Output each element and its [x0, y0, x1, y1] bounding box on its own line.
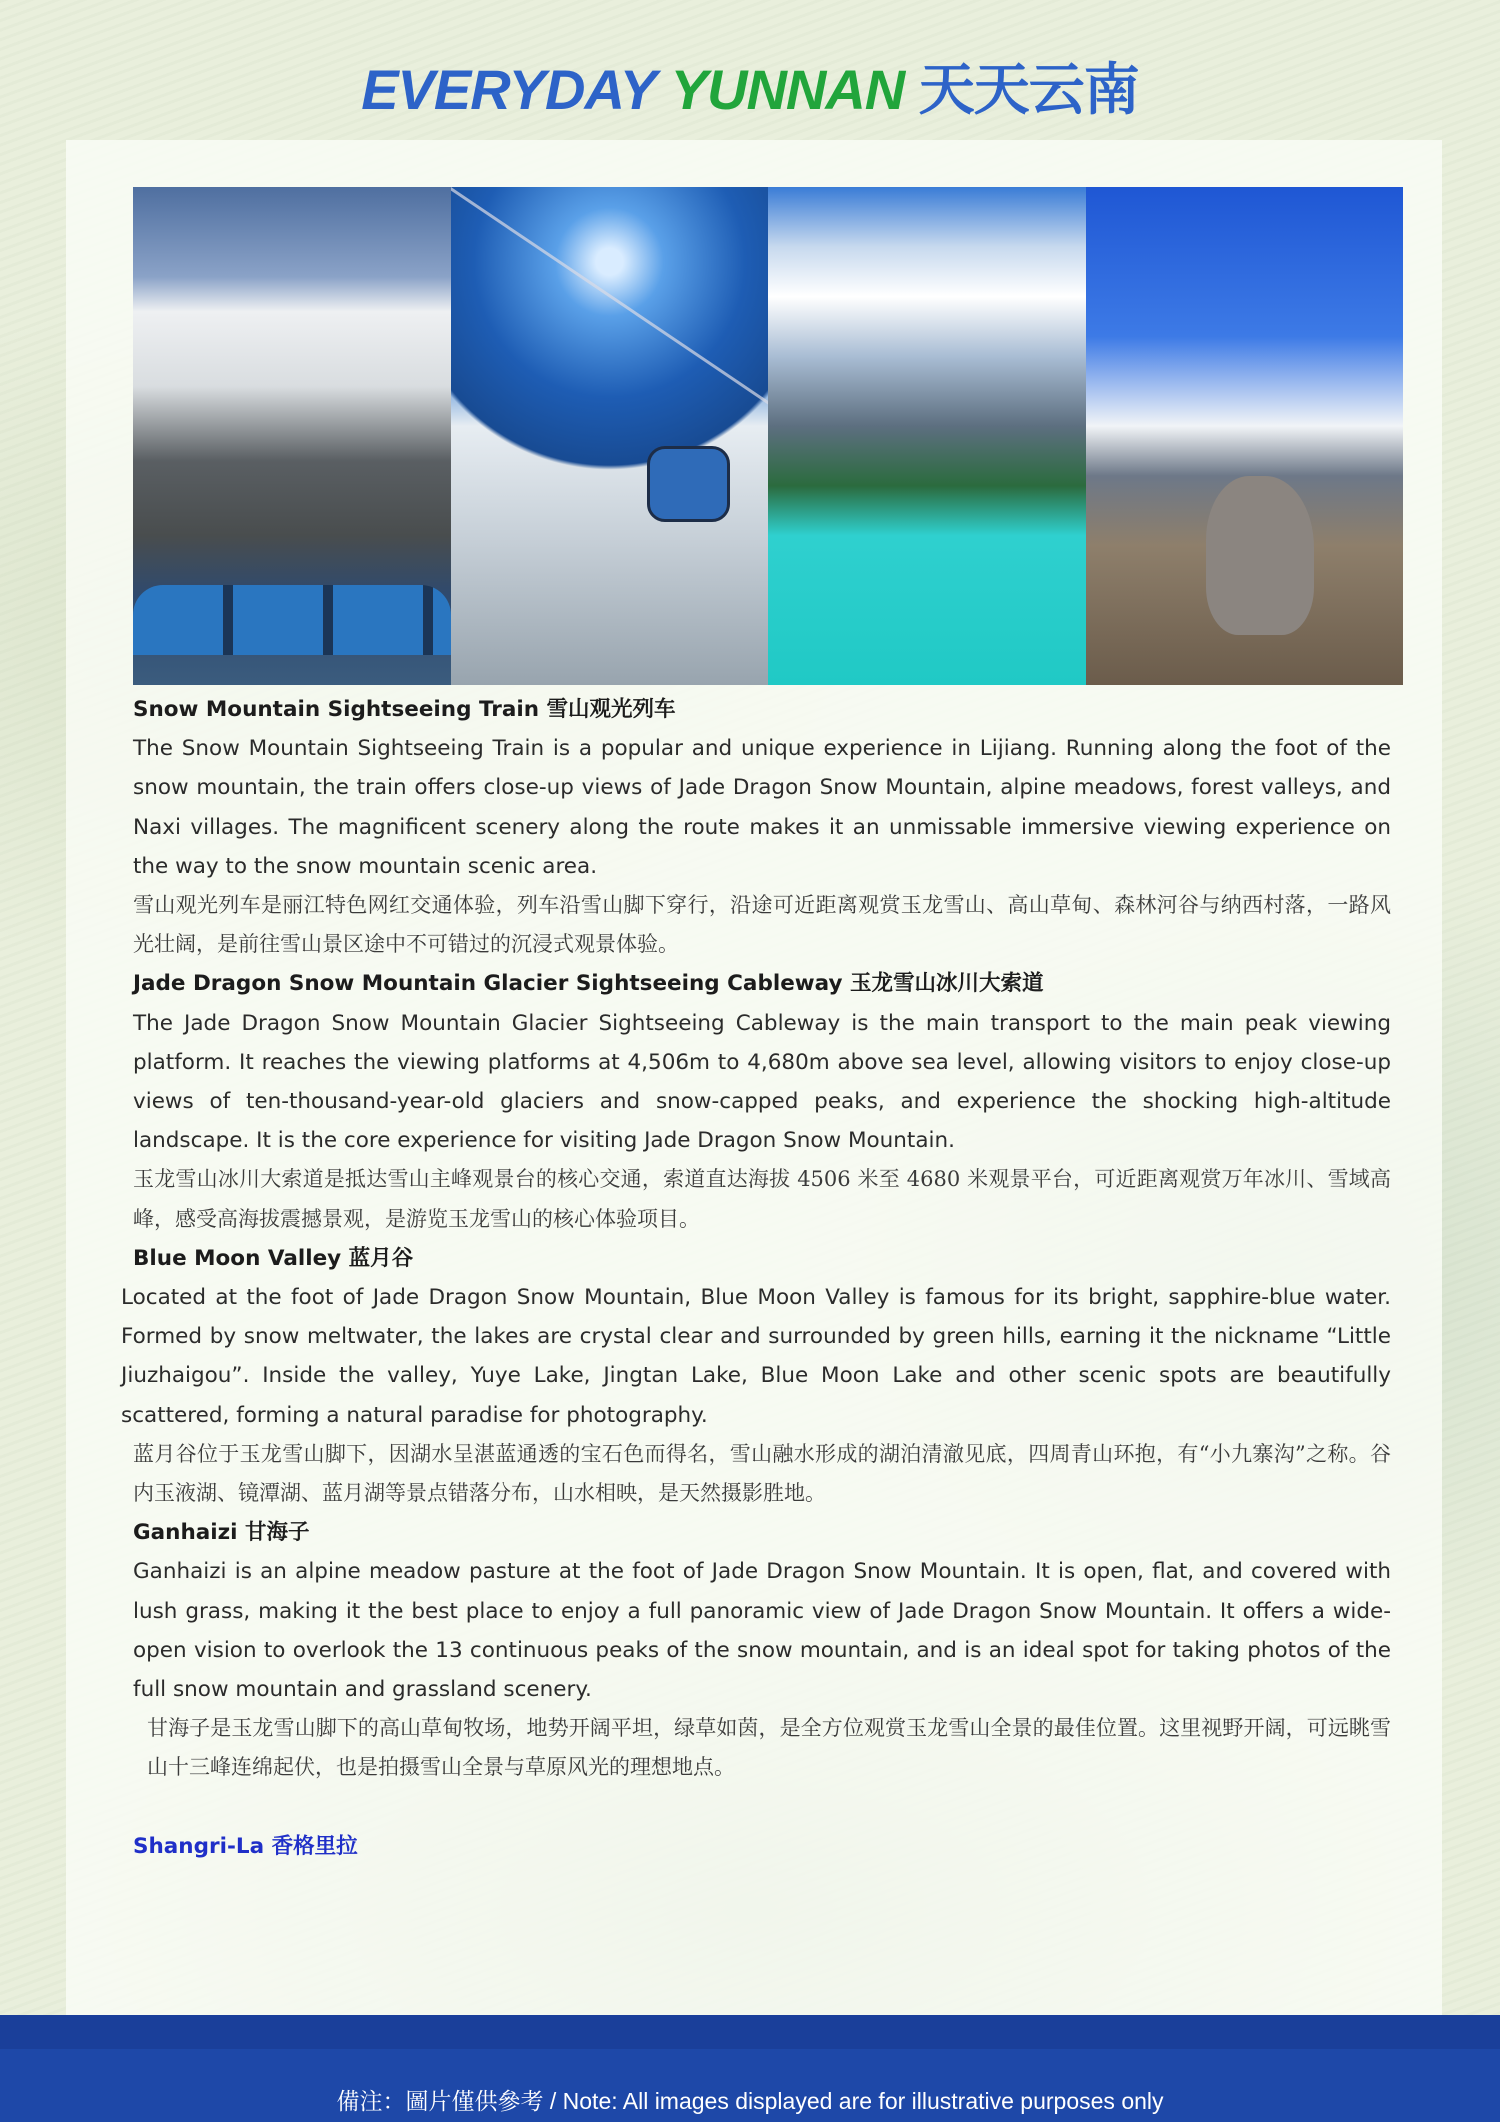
masthead-word-yunnan: YUNNAN [670, 58, 905, 121]
article-body [121, 690, 1391, 1866]
blue-moon-valley-photo [768, 187, 1086, 685]
footer-note: 備注：圖片僅供參考 / Note: All images displayed are for illustrative purposes only [336, 2088, 1164, 2114]
photo-strip [133, 187, 1403, 685]
masthead-word-chinese: 天天云南 [918, 58, 1139, 121]
section-title-ganhaizi: Ganhaizi 甘海子 [133, 1520, 310, 1546]
section-text-ganhaizi-zh: 甘海子是玉龙雪山脚下的高山草甸牧场，地势开阔平坦，绿草如茵，是全方位观赏玉龙雪山全景的最佳位置。这里视野开阔，可远眺雪山十三峰连绵起伏，也是拍摄雪山全景与草原风光的理想地点。 [147, 1716, 1391, 1780]
section-text-ganhaizi-en: Ganhaizi is an alpine meadow pasture at the foot of Jade Dragon Snow Mountain. It is open, flat, and covered with lush grass, making it the best place to enjoy a full panoramic view of Jade Dragon Snow Mountain. It offers a wide-open vision to overlook the 13 continuous peaks of the snow mountain, and is an ideal spot for taking photos of the full snow mountain and grassland scenery. [133, 1559, 1391, 1703]
section-text-train-en: The Snow Mountain Sightseeing Train is a popular and unique experience in Lijiang. Running along the foot of the snow mountain, the train offers close-up views of Jade Dragon Snow Mountain, alpine meadows, forest valleys, and Naxi villages. The magnificent scenery along the route makes it an unmissable immersive viewing experience on the way to the snow mountain scenic area. [133, 736, 1391, 879]
masthead-word-everyday: EVERYDAY [361, 58, 657, 121]
footer-bar [0, 2015, 1500, 2122]
section-title-cableway: Jade Dragon Snow Mountain Glacier Sightseeing Cableway 玉龙雪山冰川大索道 [133, 971, 1044, 997]
section-text-cableway-en: The Jade Dragon Snow Mountain Glacier Sightseeing Cableway is the main transport to the main peak viewing platform. It reaches the viewing platforms at 4,506m to 4,680m above sea level, allowing visitors to enjoy close-up views of ten-thousand-year-old glaciers and snow-capped peaks, and experience the shocking high-altitude landscape. It is the core experience for visiting Jade Dragon Snow Mountain. [133, 1010, 1391, 1154]
section-text-bluemoon-zh: 蓝月谷位于玉龙雪山脚下，因湖水呈湛蓝通透的宝石色而得名，雪山融水形成的湖泊清澈见底，四周青山环抱，有“小九寨沟”之称。谷内玉液湖、镜潭湖、蓝月湖等景点错落分布，山水相映，是天然摄影胜地。 [133, 1441, 1391, 1506]
section-text-bluemoon-en: Located at the foot of Jade Dragon Snow Mountain, Blue Moon Valley is famous for its bright, sapphire-blue water. Formed by snow meltwater, the lakes are crystal clear and surrounded by green hills, earning it the nickname “Little Jiuzhaigou”. Inside the valley, Yuye Lake, Jingtan Lake, Blue Moon Lake and other scenic spots are beautifully scattered, forming a natural paradise for photography. [121, 1285, 1391, 1428]
train-shape [133, 585, 451, 655]
section-title-train: Snow Mountain Sightseeing Train 雪山观光列车 [133, 697, 676, 722]
cable-line [451, 187, 769, 474]
section-link-shangrila[interactable]: Shangri-La 香格里拉 [133, 1833, 358, 1859]
glacier-cableway-photo [451, 187, 769, 685]
section-text-train-zh: 雪山观光列车是丽江特色网红交通体验，列车沿雪山脚下穿行，沿途可近距离观赏玉龙雪山、高山草甸、森林河谷与纳西村落，一路风光壮阔，是前往雪山景区途中不可错过的沉浸式观景体验。 [133, 893, 1391, 957]
gondola-shape [647, 446, 729, 522]
section-title-bluemoon: Blue Moon Valley 蓝月谷 [133, 1245, 414, 1271]
spacer [133, 1788, 1391, 1827]
section-text-cableway-zh: 玉龙雪山冰川大索道是抵达雪山主峰观景台的核心交通，索道直达海拔 4506 米至 4680 米观景平台，可近距离观赏万年冰川、雪域高峰，感受高海拔震撼景观，是游览玉龙雪山的核心体验项目。 [133, 1167, 1391, 1231]
rock-shape [1206, 476, 1314, 635]
masthead [0, 58, 1500, 122]
snow-mountain-train-photo [133, 187, 451, 685]
ganhaizi-photo [1086, 187, 1404, 685]
